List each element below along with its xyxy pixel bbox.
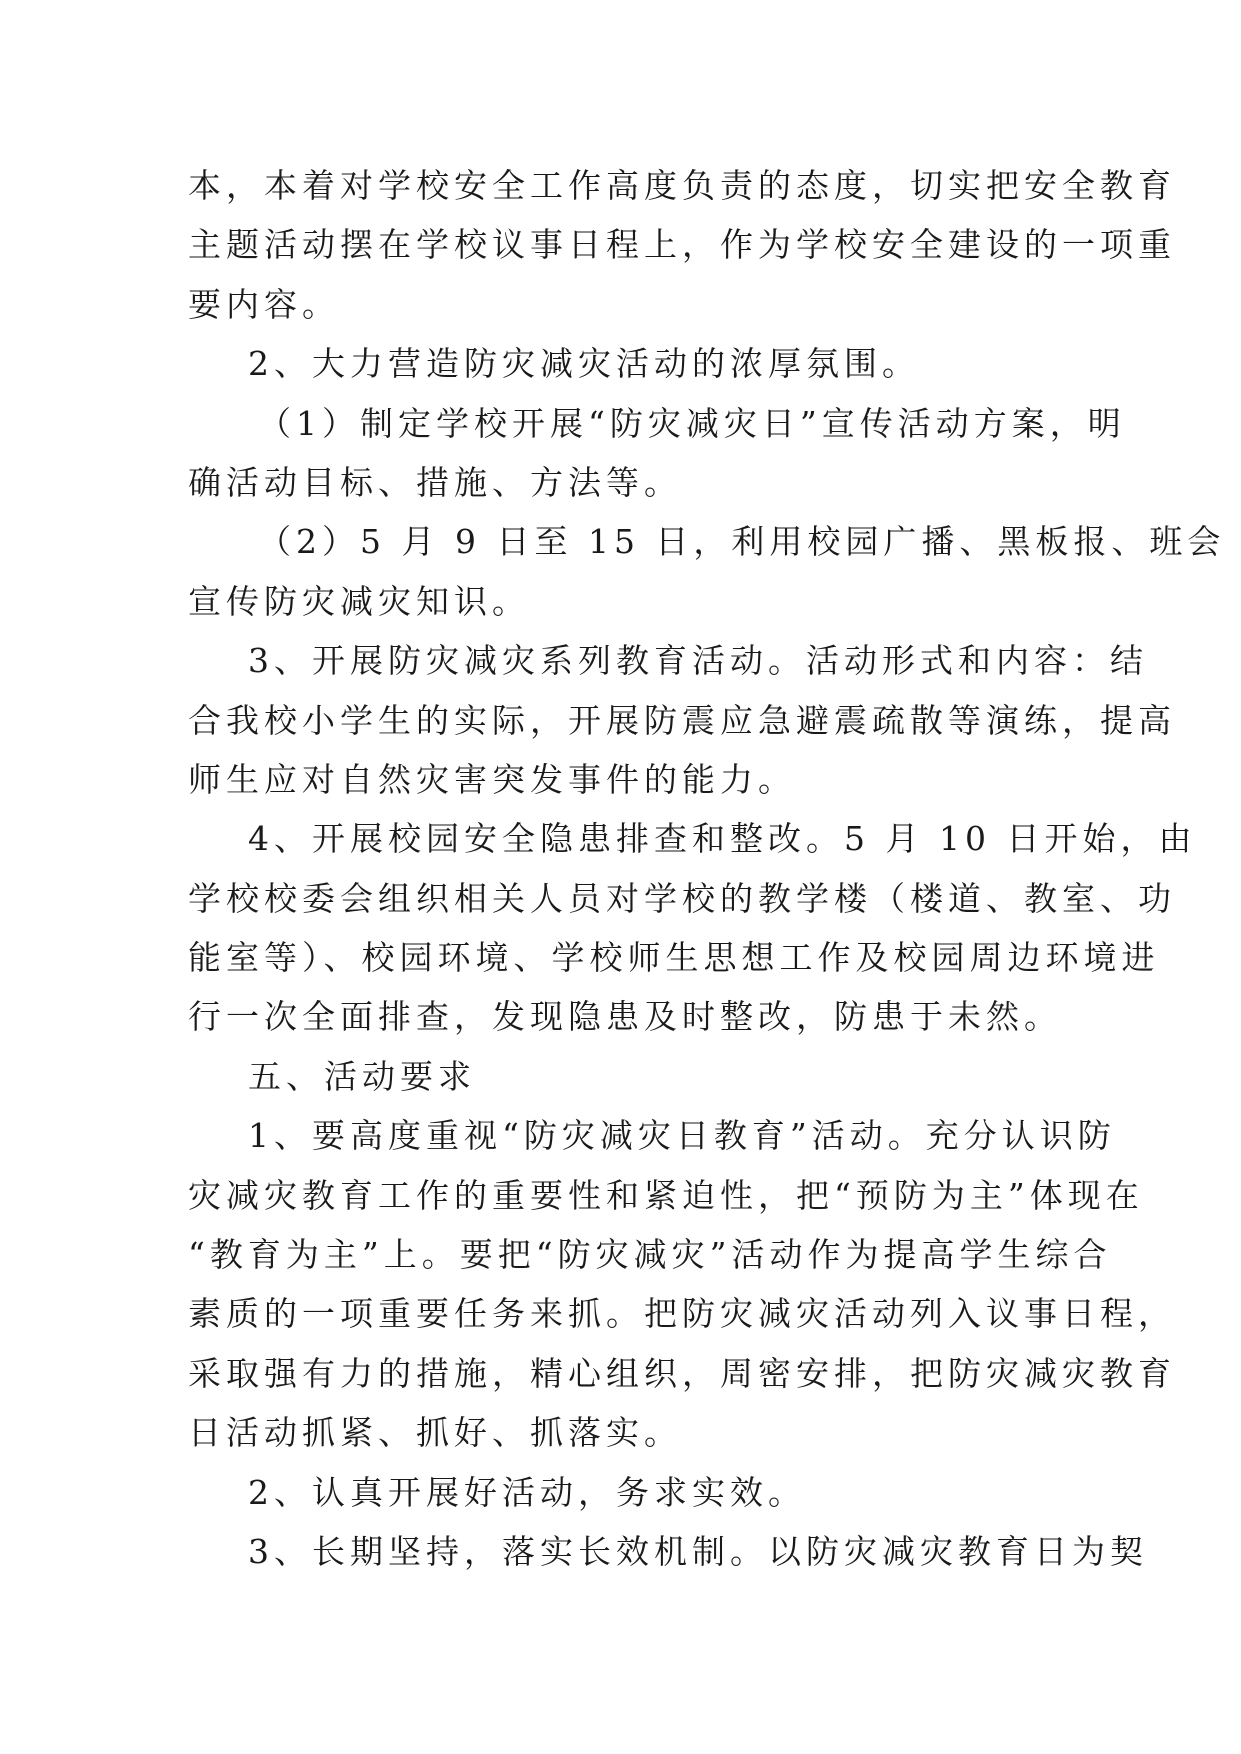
text-line: 宣传防灾减灾知识。 xyxy=(188,581,530,621)
text-line: 行一次全面排查，发现隐患及时整改，防患于未然。 xyxy=(188,997,1062,1037)
section-heading: 五、活动要求 xyxy=(248,1056,476,1096)
text-line: 要内容。 xyxy=(188,284,340,324)
text-line: 2、认真开展好活动，务求实效。 xyxy=(248,1472,806,1512)
text-line: 确活动目标、措施、方法等。 xyxy=(188,462,682,502)
text-line: 合我校小学生的实际，开展防震应急避震疏散等演练，提高 xyxy=(188,700,1176,740)
document-body xyxy=(188,156,1226,1581)
text-line: 学校校委会组织相关人员对学校的教学楼（楼道、教室、功 xyxy=(188,878,1176,918)
text-line: （1）制定学校开展“防灾减灾日”宣传活动方案，明 xyxy=(258,403,1126,443)
text-line: 3、长期坚持，落实长效机制。以防灾减灾教育日为契 xyxy=(248,1531,1148,1571)
text-line: 素质的一项重要任务来抓。把防灾减灾活动列入议事日程， xyxy=(188,1294,1176,1334)
text-line: 2、大力营造防灾减灾活动的浓厚氛围。 xyxy=(248,344,920,384)
text-line: 能室等）、校园环境、学校师生思想工作及校园周边环境进 xyxy=(188,938,1160,978)
text-line: 1、要高度重视“防灾减灾日教育”活动。充分认识防 xyxy=(248,1116,1116,1156)
text-line: 灾减灾教育工作的重要性和紧迫性，把“预防为主”体现在 xyxy=(188,1175,1144,1215)
text-line: “教育为主”上。要把“防灾减灾”活动作为提高学生综合 xyxy=(188,1235,1112,1275)
text-line: 日活动抓紧、抓好、抓落实。 xyxy=(188,1413,682,1453)
text-line: 师生应对自然灾害突发事件的能力。 xyxy=(188,759,796,799)
text-line: （2）5 月 9 日至 15 日，利用校园广播、黑板报、班会 xyxy=(258,522,1226,562)
text-line: 3、开展防灾减灾系列教育活动。活动形式和内容：结 xyxy=(248,641,1148,681)
text-line: 主题活动摆在学校议事日程上，作为学校安全建设的一项重 xyxy=(188,225,1176,265)
text-line: 本，本着对学校安全工作高度负责的态度，切实把安全教育 xyxy=(188,166,1176,205)
text-line: 采取强有力的措施，精心组织，周密安排，把防灾减灾教育 xyxy=(188,1353,1176,1393)
text-line: 4、开展校园安全隐患排查和整改。5 月 10 日开始，由 xyxy=(248,819,1197,859)
